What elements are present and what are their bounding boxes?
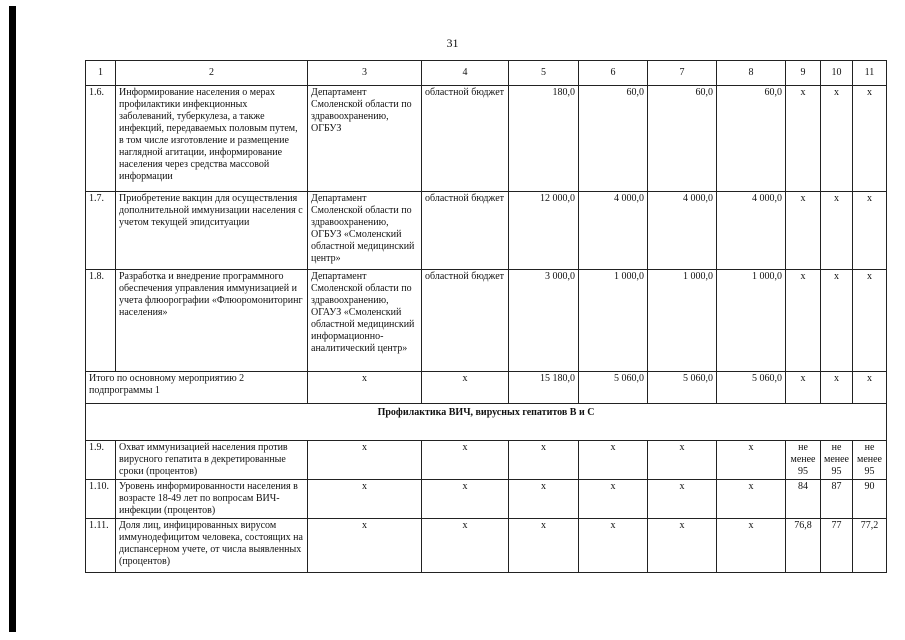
row-value2: 87	[821, 480, 853, 519]
subtotal-row	[86, 372, 887, 404]
row-number: 1.11.	[86, 519, 116, 573]
row-year2: x	[648, 480, 717, 519]
scan-edge-bar	[9, 6, 16, 632]
row-executor: Департамент Смоленской области по здравоохранению, ОГБУЗ «Смоленский областной медицинский центр»	[308, 192, 422, 270]
row-executor: Департамент Смоленской области по здравоохранению, ОГБУЗ	[308, 86, 422, 192]
row-year1: x	[579, 519, 648, 573]
row-value2: 77	[821, 519, 853, 573]
row-value1: 76,8	[786, 519, 821, 573]
col-header: 6	[579, 61, 648, 86]
row-executor: x	[308, 441, 422, 480]
row-number: 1.8.	[86, 270, 116, 372]
table-row	[86, 86, 887, 192]
row-source: x	[422, 519, 509, 573]
col-header: 11	[853, 61, 887, 86]
table-row	[86, 441, 887, 480]
col-header: 8	[717, 61, 786, 86]
col-header: 1	[86, 61, 116, 86]
col-header: 10	[821, 61, 853, 86]
col-header: 4	[422, 61, 509, 86]
section-title: Профилактика ВИЧ, вирусных гепатитов В и С	[86, 404, 887, 441]
row-value2: x	[821, 86, 853, 192]
col-header: 7	[648, 61, 717, 86]
row-year3: x	[717, 441, 786, 480]
row-total: 12 000,0	[509, 192, 579, 270]
row-total: x	[509, 441, 579, 480]
row-name: Доля лиц, инфицированных вирусом иммунодефицитом человека, состоящих на диспансерном учете, от числа выявленных (процентов)	[116, 519, 308, 573]
row-value3: 77,2	[853, 519, 887, 573]
row-value1: x	[786, 270, 821, 372]
col-header: 5	[509, 61, 579, 86]
row-year3: x	[717, 480, 786, 519]
row-name: Информирование населения о мерах профилактики инфекционных заболеваний, туберкулеза, а также инфекций, передаваемых половым путем, в том числе изготовление и размещение наглядной агитации, информирование населения через средства массовой информации	[116, 86, 308, 192]
row-name: Разработка и внедрение программного обеспечения управления иммунизацией и учета флюорографии «Флюоромониторинг населения»	[116, 270, 308, 372]
table-row	[86, 480, 887, 519]
row-year2: 60,0	[648, 86, 717, 192]
row-value1: не менее 95	[786, 441, 821, 480]
row-year1: 60,0	[579, 86, 648, 192]
row-total: 3 000,0	[509, 270, 579, 372]
table-row	[86, 270, 887, 372]
subtotal-source: x	[422, 372, 509, 404]
section-row	[86, 404, 887, 441]
row-year3: 4 000,0	[717, 192, 786, 270]
row-executor: Департамент Смоленской области по здравоохранению, ОГАУЗ «Смоленский областной медицинский информационно-аналитический центр»	[308, 270, 422, 372]
program-table	[85, 60, 887, 573]
row-value3: 90	[853, 480, 887, 519]
subtotal-value2: x	[821, 372, 853, 404]
row-number: 1.6.	[86, 86, 116, 192]
table-row	[86, 519, 887, 573]
row-year2: x	[648, 441, 717, 480]
row-year1: x	[579, 480, 648, 519]
row-source: x	[422, 480, 509, 519]
row-value1: x	[786, 192, 821, 270]
subtotal-executor: x	[308, 372, 422, 404]
row-number: 1.10.	[86, 480, 116, 519]
subtotal-total: 15 180,0	[509, 372, 579, 404]
subtotal-year1: 5 060,0	[579, 372, 648, 404]
page-number: 31	[446, 36, 459, 50]
row-value1: 84	[786, 480, 821, 519]
row-total: 180,0	[509, 86, 579, 192]
table-row	[86, 192, 887, 270]
row-value3: x	[853, 270, 887, 372]
col-header: 9	[786, 61, 821, 86]
row-year2: 4 000,0	[648, 192, 717, 270]
row-source: областной бюджет	[422, 86, 509, 192]
row-value1: x	[786, 86, 821, 192]
header-row	[86, 61, 887, 86]
row-year1: x	[579, 441, 648, 480]
subtotal-year2: 5 060,0	[648, 372, 717, 404]
row-year1: 1 000,0	[579, 270, 648, 372]
row-value2: x	[821, 270, 853, 372]
row-source: x	[422, 441, 509, 480]
subtotal-label: Итого по основному мероприятию 2 подпрограммы 1	[86, 372, 308, 404]
row-year3: 1 000,0	[717, 270, 786, 372]
row-number: 1.7.	[86, 192, 116, 270]
row-number: 1.9.	[86, 441, 116, 480]
row-year2: 1 000,0	[648, 270, 717, 372]
row-value2: x	[821, 192, 853, 270]
row-year3: x	[717, 519, 786, 573]
row-source: областной бюджет	[422, 270, 509, 372]
row-source: областной бюджет	[422, 192, 509, 270]
row-value3: x	[853, 192, 887, 270]
col-header: 3	[308, 61, 422, 86]
row-executor: x	[308, 480, 422, 519]
subtotal-year3: 5 060,0	[717, 372, 786, 404]
col-header: 2	[116, 61, 308, 86]
subtotal-value1: x	[786, 372, 821, 404]
row-year1: 4 000,0	[579, 192, 648, 270]
subtotal-value3: x	[853, 372, 887, 404]
row-value3: не менее 95	[853, 441, 887, 480]
row-name: Уровень информированности населения в возрасте 18-49 лет по вопросам ВИЧ-инфекции (процентов)	[116, 480, 308, 519]
row-value3: x	[853, 86, 887, 192]
row-value2: не менее 95	[821, 441, 853, 480]
row-year2: x	[648, 519, 717, 573]
row-name: Охват иммунизацией населения против вирусного гепатита в декретированные сроки (процентов)	[116, 441, 308, 480]
row-executor: x	[308, 519, 422, 573]
row-total: x	[509, 519, 579, 573]
row-name: Приобретение вакцин для осуществления дополнительной иммунизации населения с учетом текущей эпидситуации	[116, 192, 308, 270]
row-year3: 60,0	[717, 86, 786, 192]
row-total: x	[509, 480, 579, 519]
